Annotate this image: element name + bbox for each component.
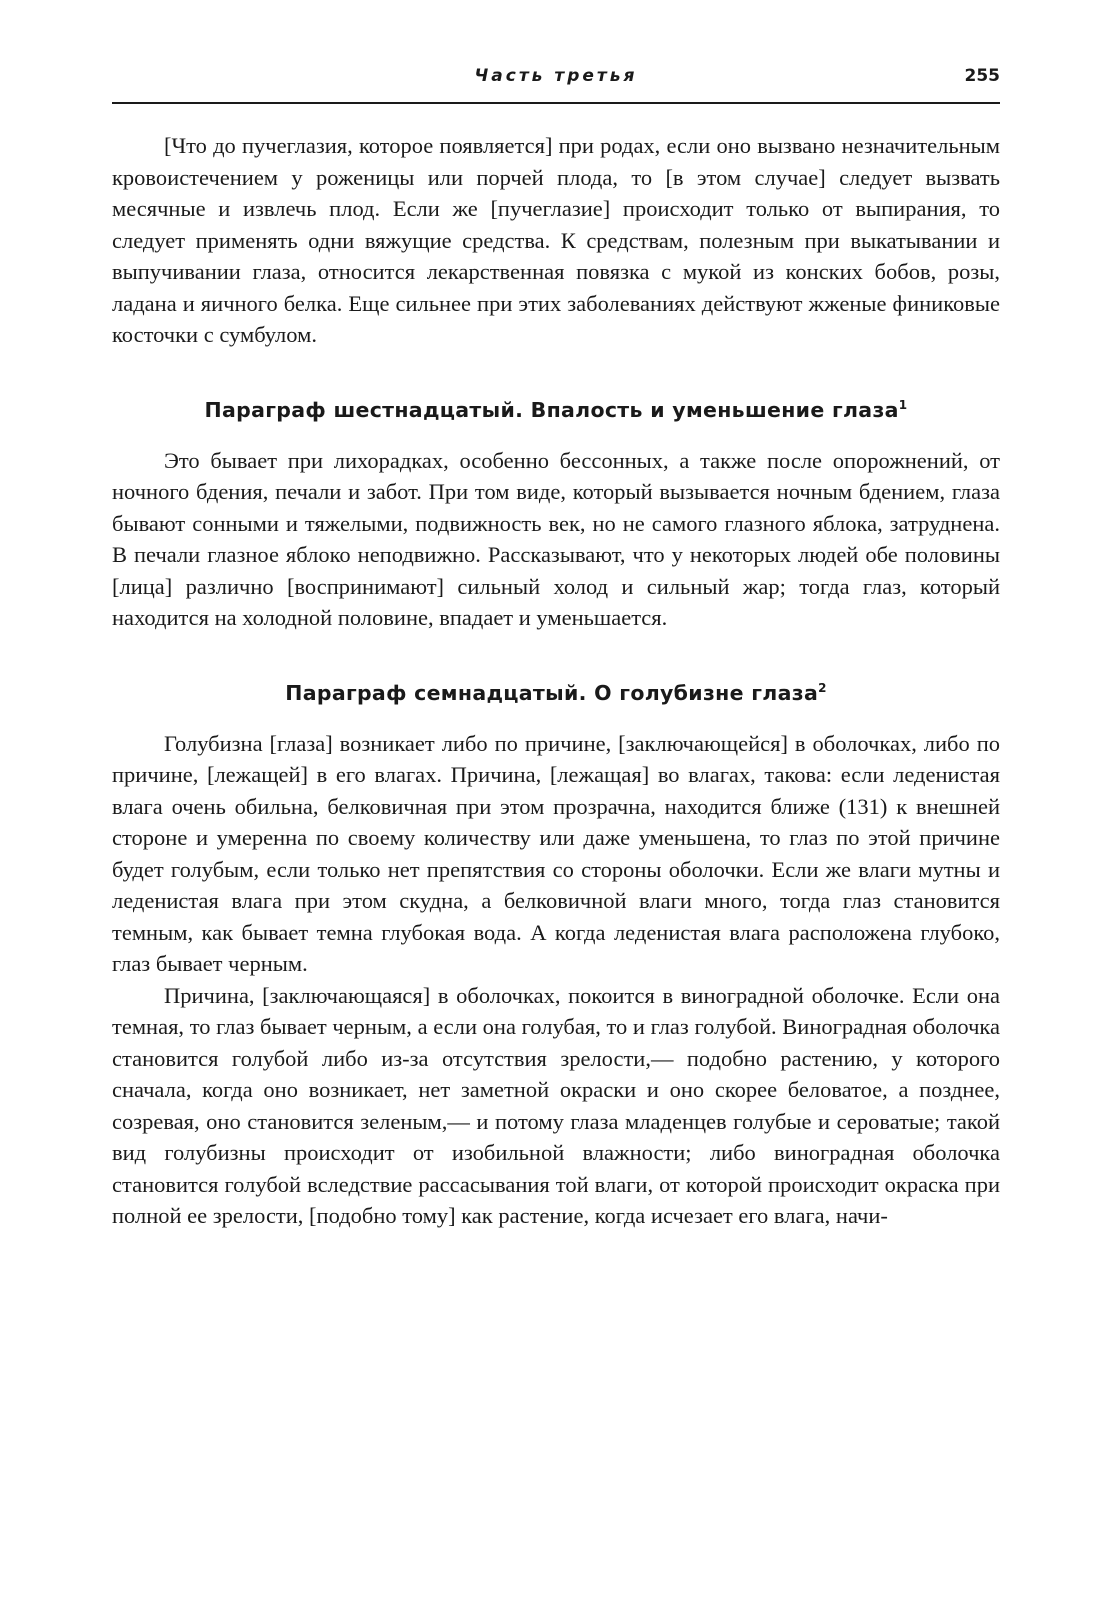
section-17-heading-text: Параграф семнадцатый. О голубизне глаза <box>285 680 819 705</box>
section-17-paragraph-1: Голубизна [глаза] возникает либо по причине, [заключающейся] в оболочках, либо по причине, [лежащей] в его влагах. Причина, [лежащая] во влагах, такова: если леденистая влага очень обильна, белковичная при этом прозрачна, находится ближе (131) к внешней стороне и умеренна по своему количеству или даже уменьшена, то глаз по этой причине будет голубым, если только нет препятствия со стороны оболочки. Если же влаги мутны и леденистая влага при этом скудна, а белковичной влаги много, тогда глаз становится темным, как бывает темна глубокая вода. А когда леденистая влага расположена глубоко, глаз бывает черным. <box>112 730 1000 976</box>
page-number: 255 <box>964 66 1000 86</box>
section-17-paragraph-2: Причина, [заключающаяся] в оболочках, покоится в виноградной оболочке. Если она темная, то глаз бывает черным, а если она голубая, то и глаз голубой. Виноградная оболочка становится голубой либо из-за отсутствия зрелости,— подобно растению, у которого сначала, когда оно возникает, нет заметной окраски и оно скорее беловатое, а позднее, созревая, оно становится зеленым,— и потому глаза младенцев голубые и сероватые; такой вид голубизны происходит от изобильной влажности; либо виноградная оболочка становится голубой вследствие рассасывания той влаги, от которой происходит окраска при полной ее зрелости, [подобно тому] как растение, когда исчезает его влага, начи- <box>112 982 1000 1228</box>
section-17-heading <box>112 678 1000 708</box>
running-head <box>112 62 1000 104</box>
body-text <box>112 130 1000 1232</box>
section-17-footnote-mark: 2 <box>818 680 827 695</box>
section-16-footnote-mark: 1 <box>898 397 908 412</box>
intro-paragraph: [Что до пучеглазия, которое появляется] при родах, если оно вызвано незначительным кровоистечением у роженицы или порчей плода, то [в этом случае] следует вызвать месячные и извлечь плод. Если же [пучеглазие] происходит только от выпирания, то следует применять одни вяжущие средства. К средствам, полезным при выкатывании и выпучивании глаза, относится лекарственная повязка с мукой из конских бобов, розы, ладана и яичного белка. Еще сильнее при этих заболеваниях действуют жженые финиковые косточки с сумбулом. <box>112 133 1000 347</box>
section-16-heading <box>112 395 1000 425</box>
section-16-paragraph: Это бывает при лихорадках, особенно бессонных, а также после опорожнений, от ночного бдения, печали и забот. При том виде, который вызывается ночным бдением, глаза бывают сонными и тяжелыми, подвижность век, но не самого глазного яблока, затруднена. В печали глазное яблоко неподвижно. Рассказывают, что у некоторых людей обе половины [лица] различно [воспринимают] сильный холод и сильный жар; тогда глаз, который находится на холодной половине, впадает и уменьшается. <box>112 447 1000 630</box>
section-16-heading-text: Параграф шестнадцатый. Впалость и уменьшение глаза <box>204 397 899 422</box>
running-head-title: Часть третья <box>474 66 638 86</box>
